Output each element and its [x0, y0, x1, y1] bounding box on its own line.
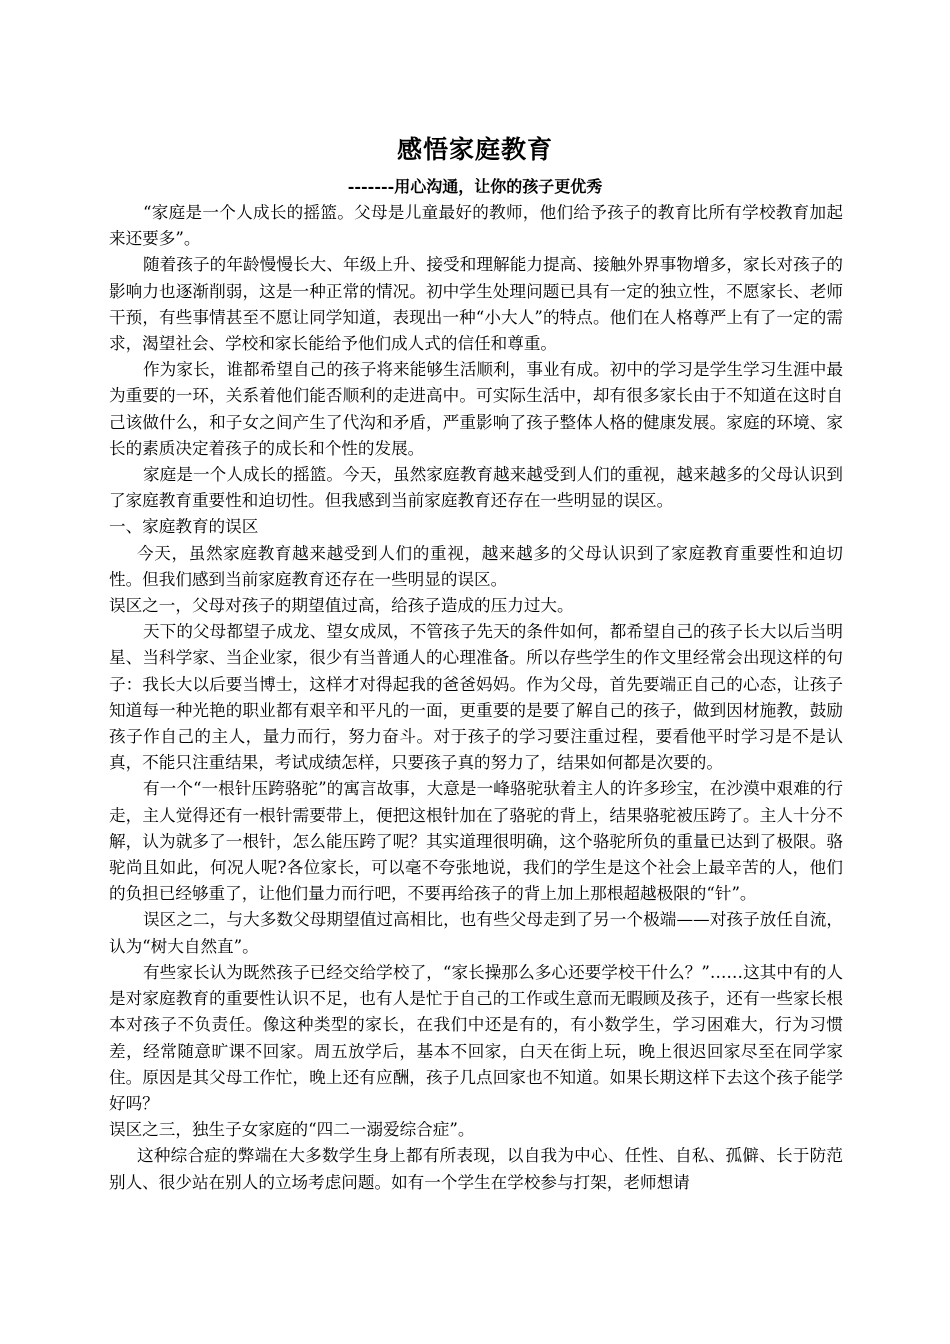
paragraph: 天下的父母都望子成龙、望女成凤，不管孩子先天的条件如何，都希望自己的孩子长大以后当明星、当科学家、当企业家，很少有当普通人的心理准备。所以存些学生的作文里经常会出现这样的句子：我长大以后要当博士，这样才对得起我的爸爸妈妈。作为父母，首先要端正自己的心态，让孩子知道每一种光艳的职业都有艰辛和平凡的一面，更重要的是要了解自己的孩子，做到因材施教，鼓励孩子作自己的主人，量力而行，努力奋斗。对于孩子的学习要注重过程，要看他平时学习是不是认真，不能只注重结果，考试成绩怎样，只要孩子真的努力了，结果如何都是次要的。: [109, 622, 843, 773]
document-body: [109, 200, 843, 1196]
paragraph: 这种综合症的弊端在大多数学生身上都有所表现，以自我为中心、任性、自私、孤僻、长于防范别人、很少站在别人的立场考虑问题。如有一个学生在学校参与打架，老师想请: [109, 1146, 843, 1192]
paragraph: 随着孩子的年龄慢慢长大、年级上升、接受和理解能力提高、接触外界事物增多，家长对孩子的影响力也逐渐削弱，这是一种正常的情况。初中学生处理问题已具有一定的独立性，不愿家长、老师干预，有些事情甚至不愿让同学知道，表现出一种“小大人”的特点。他们在人格尊严上有了一定的需求，渴望社会、学校和家长能给予他们成人式的信任和尊重。: [109, 255, 843, 354]
paragraph: 有些家长认为既然孩子已经交给学校了，“家长操那么多心还要学校干什么？”……这其中有的人是对家庭教育的重要性认识不足，也有人是忙于自己的工作或生意而无暇顾及孩子，还有一些家长根本对孩子不负责任。像这种类型的家长，在我们中还是有的，有小数学生，学习困难大，行为习惯差，经常随意旷课不回家。周五放学后，基本不回家，白天在街上玩，晚上很迟回家尽至在同学家住。原因是其父母工作忙，晚上还有应酬，孩子几点回家也不知道。如果长期这样下去这个孩子能学好吗？: [109, 962, 843, 1113]
paragraph: 家庭是一个人成长的摇篮。今天，虽然家庭教育越来越受到人们的重视，越来越多的父母认识到了家庭教育重要性和迫切性。但我感到当前家庭教育还存在一些明显的误区。: [109, 465, 843, 511]
document-subtitle: -------用心沟通，让你的孩子更优秀: [347, 177, 603, 196]
paragraph: 误区之三，独生子女家庭的“四二一溺爱综合症”。: [109, 1120, 475, 1140]
paragraph: 误区之一，父母对孩子的期望值过高，给孩子造成的压力过大。: [109, 596, 574, 616]
paragraph: 一、家庭教育的误区: [109, 517, 259, 537]
paragraph: 有一个“一根针压跨骆驼”的寓言故事，大意是一峰骆驼驮着主人的许多珍宝，在沙漠中艰难的行走，主人觉得还有一根针需要带上，便把这根针加在了骆驼的背上，结果骆驼被压跨了。主人十分不解，认为就多了一根针，怎么能压跨了呢？其实道理很明确，这个骆驼所负的重量已达到了极限。骆驼尚且如此，何况人呢?各位家长，可以毫不夸张地说，我们的学生是这个社会上最辛苦的人，他们的负担已经够重了，让他们量力而行吧，不要再给孩子的背上加上那根超越极限的“针”。: [109, 779, 843, 904]
paragraph: 作为家长，谁都希望自己的孩子将来能够生活顺利，事业有成。初中的学习是学生学习生涯中最为重要的一环，关系着他们能否顺利的走进高中。可实际生活中，却有很多家长由于不知道在这时自己该做什么，和子女之间产生了代沟和矛盾，严重影响了孩子整体人格的健康发展。家庭的环境、家长的素质决定着孩子的成长和个性的发展。: [109, 360, 843, 458]
paragraph: 今天，虽然家庭教育越来越受到人们的重视，越来越多的父母认识到了家庭教育重要性和迫切性。但我们感到当前家庭教育还存在一些明显的误区。: [109, 543, 843, 589]
document-title: 感悟家庭教育: [396, 135, 553, 164]
paragraph: “家庭是一个人成长的摇篮。父母是儿童最好的教师，他们给予孩子的教育比所有学校教育加起来还要多”。: [109, 203, 843, 249]
paragraph: 误区之二，与大多数父母期望值过高相比，也有些父母走到了另一个极端——对孩子放任自流，认为“树大自然直”。: [109, 910, 843, 956]
